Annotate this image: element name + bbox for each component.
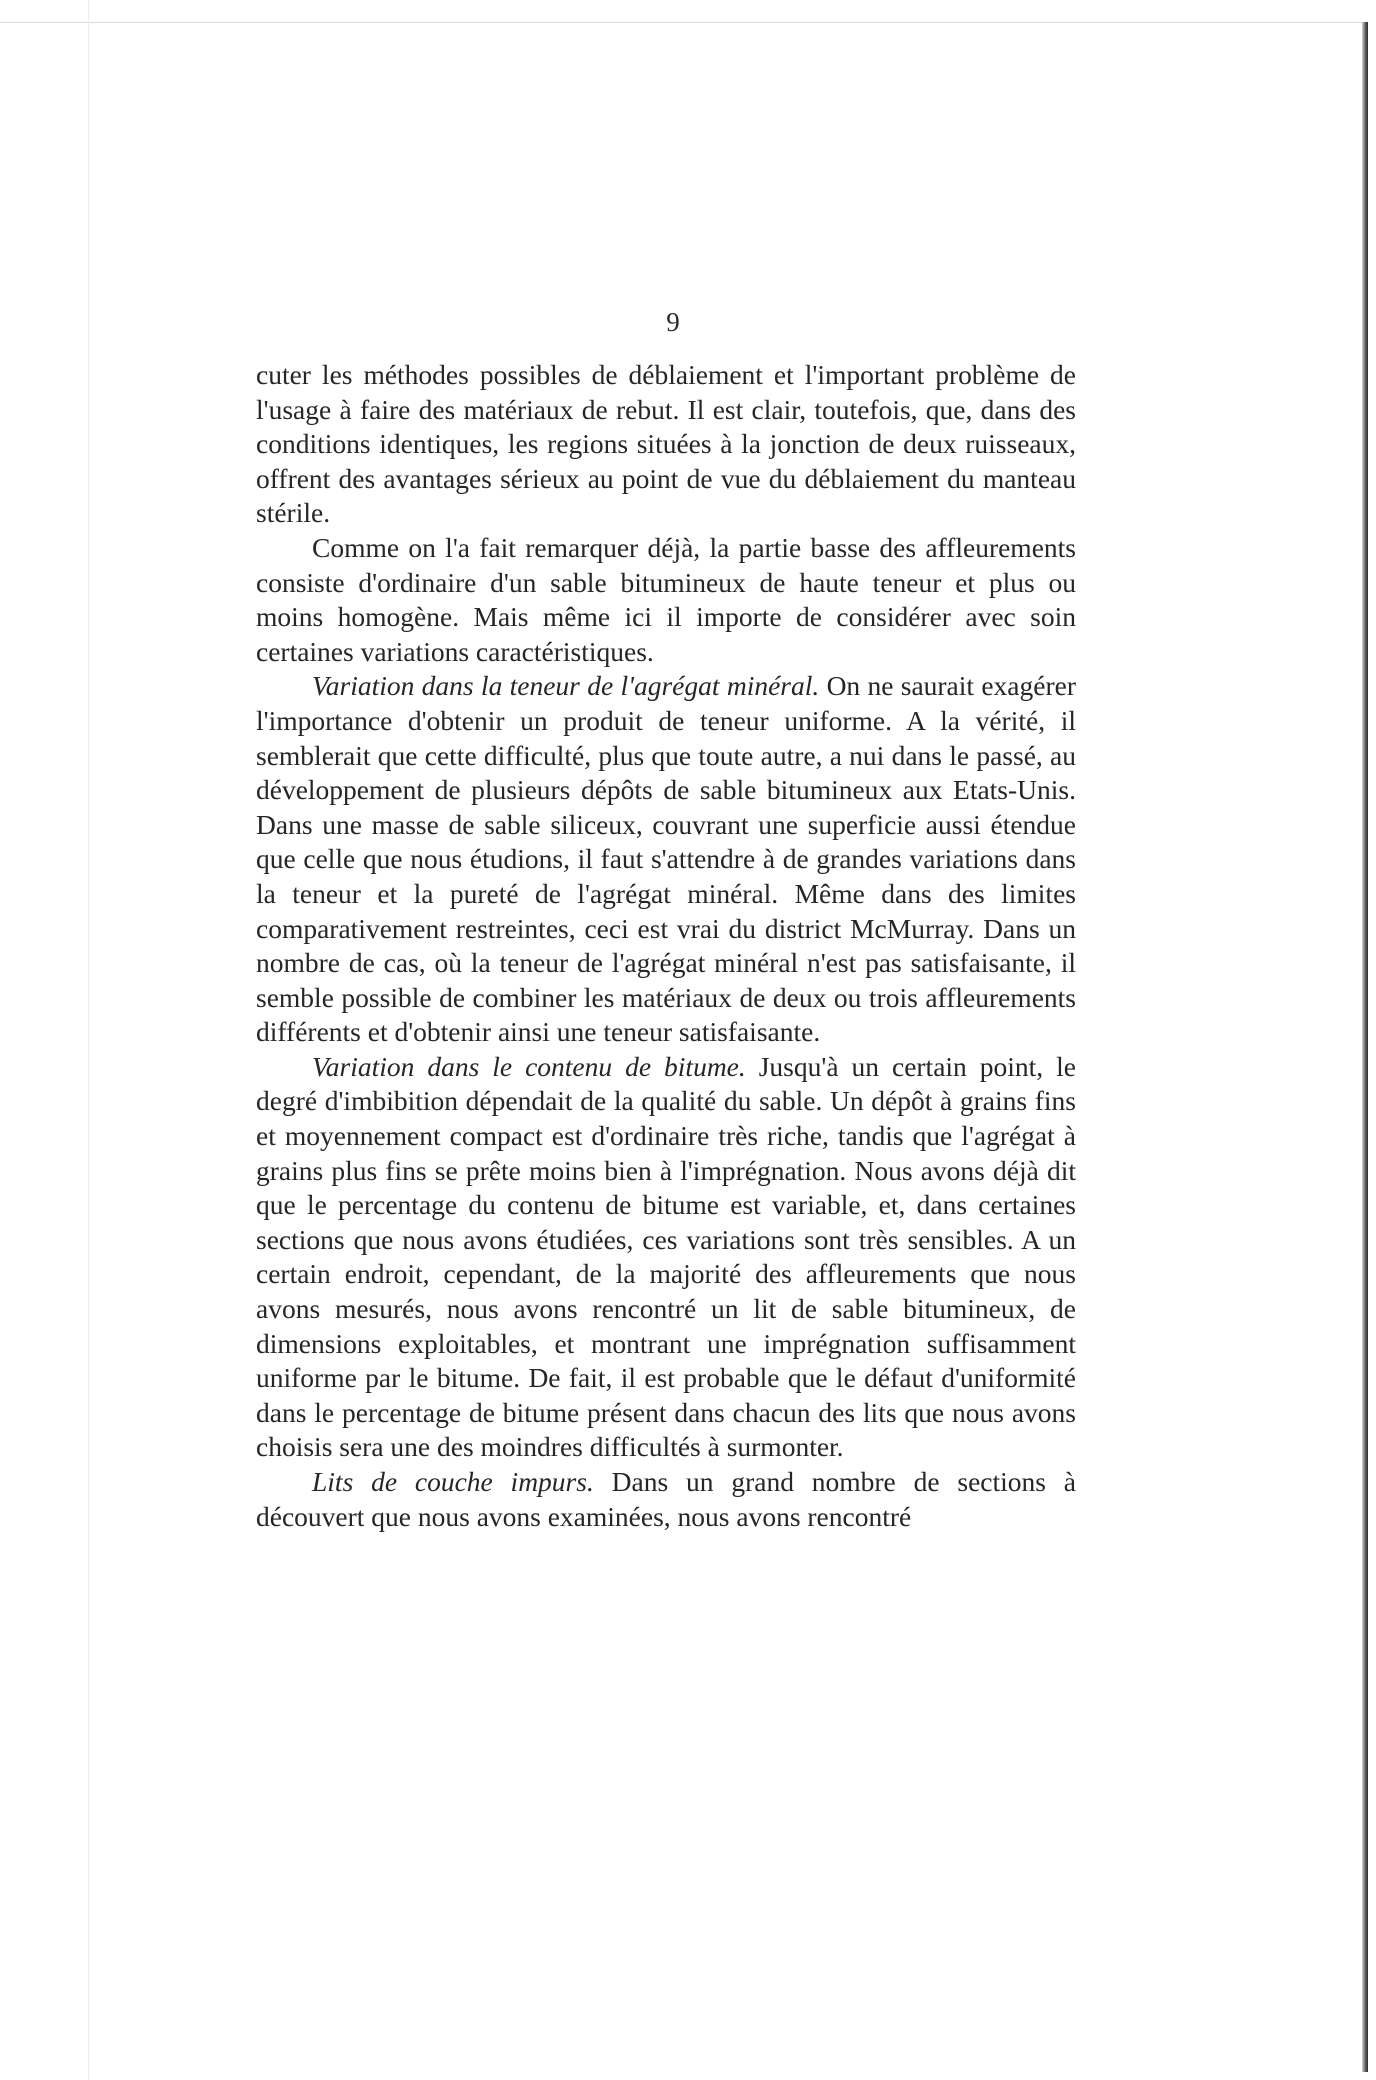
paragraph-text: Dans un grand nombre de sections à découvert que nous avons examinées, nous avons rencontré	[256, 1466, 1076, 1532]
page-edge-shadow	[1362, 22, 1368, 2072]
paragraph	[256, 669, 1076, 1050]
section-heading: Lits de couche impurs.	[312, 1466, 612, 1497]
paragraph-text: Jusqu'à un certain point, le degré d'imbibition dépendait de la qualité du sable. Un dépôt à grains fins et moyennement compact est d'ordinaire très riche, tandis que l'agrégat à grains plus fins se prête moins bien à l'imprégnation. Nous avons déjà dit que le percentage du contenu de bitume est variable, et, dans certaines sections que nous avons étudiées, ces variations sont très sensibles. A un certain endroit, cependant, de la majorité des affleurements que nous avons mesurés, nous avons rencontré un lit de sable bitumineux, de dimensions exploitables, et montrant une imprégnation suffisamment uniforme par le bitume. De fait, il est probable que le défaut d'uniformité dans le percentage de bitume présent dans chacun des lits que nous avons choisis sera une des moindres difficultés à surmonter.	[256, 1050, 1076, 1463]
section-heading: Variation dans le contenu de bitume.	[312, 1050, 759, 1082]
paragraph-text: On ne saurait exagérer l'importance d'obtenir un produit de teneur uniforme. A la vérité, il semblerait que cette difficulté, plus que toute autre, a nui dans le passé, au développement de plusieurs dépôts de sable bitumineux aux Etats-Unis. Dans une masse de sable siliceux, couvrant une superficie aussi étendue que celle que nous étudions, il faut s'attendre à de grandes variations dans la teneur et la pureté de l'agrégat minéral. Même dans des limites comparativement restreintes, ceci est vrai du district McMurray. Dans un nombre de cas, où la teneur de l'agrégat minéral n'est pas satisfaisante, il semble possible de combiner les matériaux de deux ou trois affleurements différents et d'obtenir ainsi une teneur satisfaisante.	[256, 670, 1076, 1048]
paragraph-text: Comme on l'a fait remarquer déjà, la partie basse des affleurements consiste d'ordinaire d'un sable bitumineux de haute teneur et plus ou moins homogène. Mais même ici il importe de considérer avec soin certaines variations caractéristiques.	[256, 531, 1076, 667]
paragraph	[256, 1050, 1076, 1465]
paragraph-text: cuter les méthodes possibles de déblaiement et l'important problème de l'usage à faire des matériaux de rebut. Il est clair, toutefois, que, dans des conditions identiques, les regions situées à la jonction de deux ruisseaux, offrent des avantages sérieux au point de vue du déblaiement du manteau stérile.	[256, 359, 1076, 529]
paragraph	[256, 531, 1076, 669]
page-number: 9	[666, 307, 680, 337]
paragraph-continued	[256, 358, 1076, 531]
paragraph	[256, 1465, 1076, 1534]
section-heading: Variation dans la teneur de l'agrégat minéral.	[312, 670, 827, 702]
page-top-edge	[0, 22, 1366, 23]
body-text	[256, 358, 1076, 1534]
